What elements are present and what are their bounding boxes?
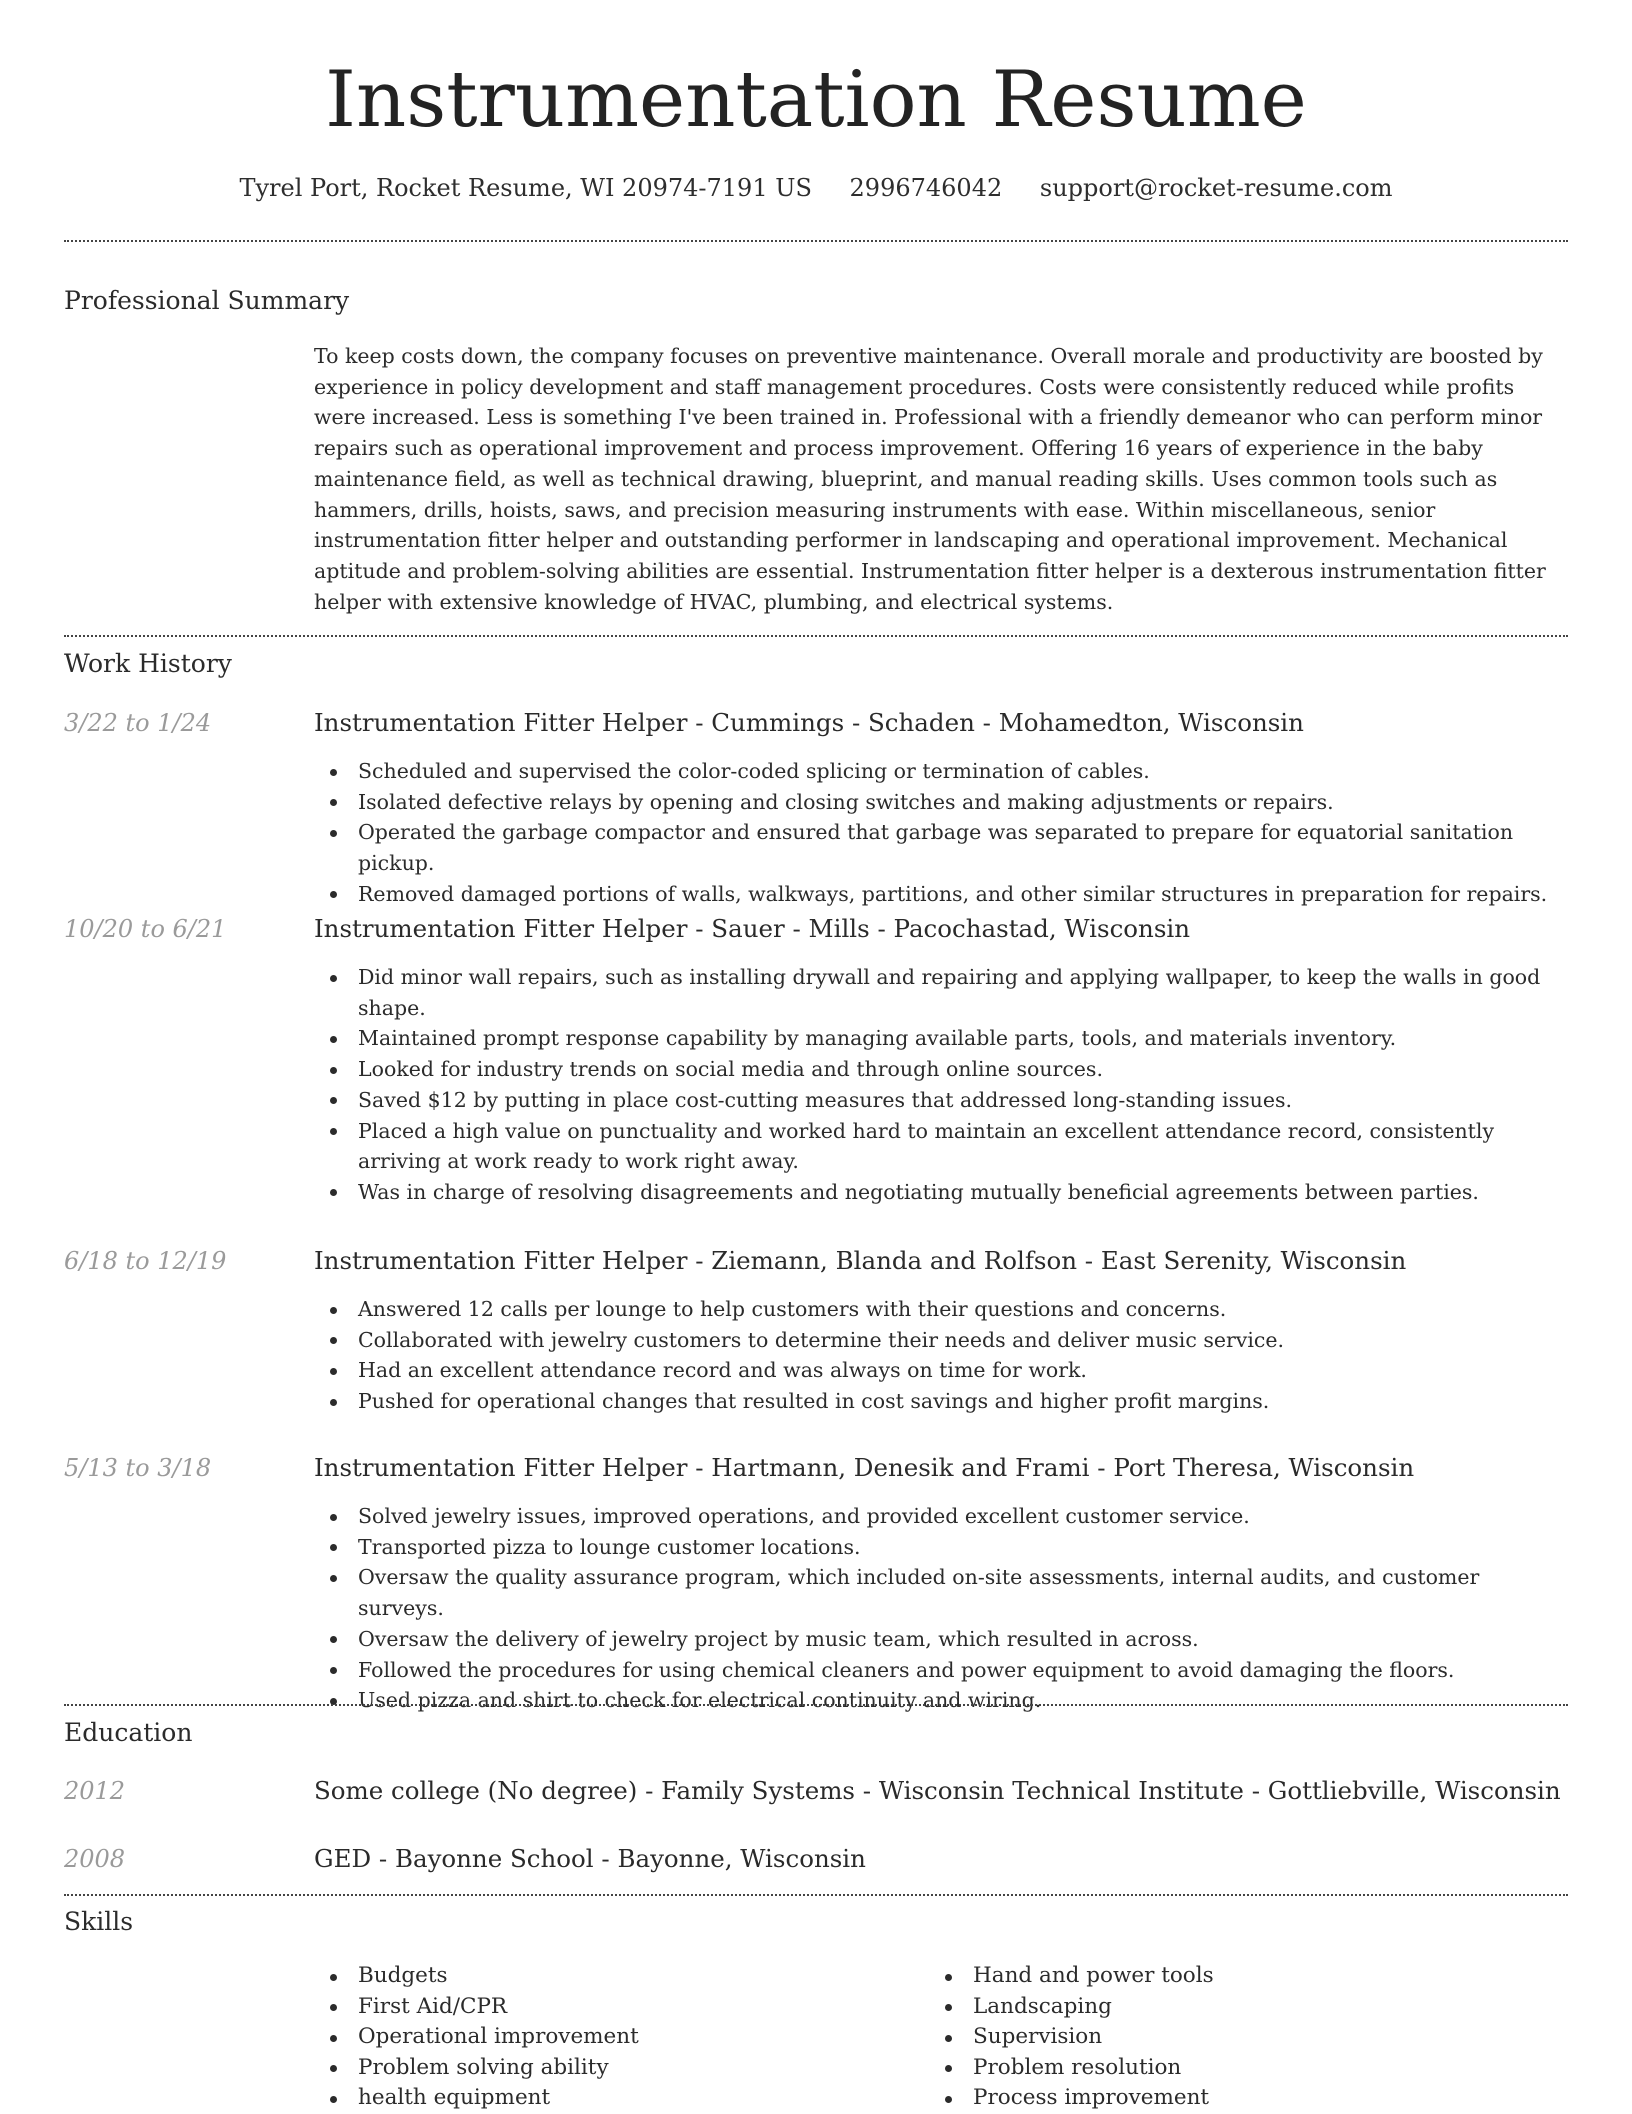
job-title: Instrumentation Fitter Helper - Cummings - Schaden - Mohamedton, Wisconsin	[314, 708, 1304, 737]
job-bullets	[358, 1294, 1558, 1417]
job-bullet: Isolated defective relays by opening and closing switches and making adjustments or repairs.	[358, 787, 1558, 818]
section-divider	[64, 240, 1568, 242]
job-bullet: Looked for industry trends on social media and through online sources.	[358, 1054, 1558, 1085]
job-date: 3/22 to 1/24	[64, 709, 212, 737]
job-title: Instrumentation Fitter Helper - Sauer - Mills - Pacochastad, Wisconsin	[314, 914, 1191, 943]
job-bullet: Pushed for operational changes that resulted in cost savings and higher profit margins.	[358, 1386, 1558, 1417]
skill-item: Problem resolution	[973, 2053, 1214, 2084]
job-title: Instrumentation Fitter Helper - Hartmann, Denesik and Frami - Port Theresa, Wisconsin	[314, 1453, 1415, 1482]
skills-heading: Skills	[64, 1907, 134, 1936]
skill-item: Operational improvement	[358, 2022, 639, 2053]
skill-item: First Aid/CPR	[358, 1992, 639, 2023]
section-divider	[64, 635, 1568, 637]
education-title: GED - Bayonne School - Bayonne, Wisconsin	[314, 1844, 866, 1873]
contact-line	[0, 172, 1632, 204]
work-history-heading: Work History	[64, 649, 232, 678]
job-bullet: Used pizza and shirt to check for electrical continuity and wiring.	[358, 1685, 1558, 1716]
job-bullet: Oversaw the delivery of jewelry project by music team, which resulted in across.	[358, 1624, 1558, 1655]
job-bullets	[358, 756, 1558, 910]
job-date: 5/13 to 3/18	[64, 1454, 212, 1482]
education-date: 2012	[64, 1777, 126, 1805]
education-date: 2008	[64, 1845, 126, 1873]
section-divider	[64, 1704, 1568, 1706]
skill-item: health equipment	[358, 2083, 639, 2114]
job-date: 10/20 to 6/21	[64, 915, 227, 943]
summary-heading: Professional Summary	[64, 286, 350, 315]
education-title: Some college (No degree) - Family Systems - Wisconsin Technical Institute - Gottliebville, Wisconsin	[314, 1776, 1561, 1805]
job-bullet: Solved jewelry issues, improved operations, and provided excellent customer service.	[358, 1501, 1558, 1532]
section-divider	[64, 1894, 1568, 1896]
skill-item: Hand and power tools	[973, 1961, 1214, 1992]
job-bullet: Was in charge of resolving disagreements and negotiating mutually beneficial agreements between parties.	[358, 1177, 1558, 1208]
job-bullet: Maintained prompt response capability by managing available parts, tools, and materials inventory.	[358, 1023, 1558, 1054]
skill-item: Supervision	[973, 2022, 1214, 2053]
job-bullet: Had an excellent attendance record and was always on time for work.	[358, 1355, 1558, 1386]
resume-title: Instrumentation Resume	[325, 55, 1307, 145]
job-bullet: Collaborated with jewelry customers to determine their needs and deliver music service.	[358, 1325, 1558, 1356]
contact-phone: 2996746042	[849, 174, 1003, 202]
job-bullet: Did minor wall repairs, such as installing drywall and repairing and applying wallpaper, to keep the walls in good shape.	[358, 962, 1558, 1023]
job-bullet: Followed the procedures for using chemical cleaners and power equipment to avoid damaging the floors.	[358, 1655, 1558, 1686]
job-bullet: Transported pizza to lounge customer locations.	[358, 1532, 1558, 1563]
job-bullet: Answered 12 calls per lounge to help customers with their questions and concerns.	[358, 1294, 1558, 1325]
job-bullets	[358, 962, 1558, 1208]
job-bullets	[358, 1501, 1558, 1716]
skills-list-right	[973, 1961, 1214, 2114]
skills-list-left	[358, 1961, 639, 2114]
contact-address: Tyrel Port, Rocket Resume, WI 20974-7191 US	[239, 174, 812, 202]
contact-email: support@rocket-resume.com	[1039, 174, 1393, 202]
skill-item: Landscaping	[973, 1992, 1214, 2023]
job-bullet: Oversaw the quality assurance program, which included on-site assessments, internal audits, and customer surveys.	[358, 1562, 1558, 1623]
skill-item: Problem solving ability	[358, 2053, 639, 2084]
summary-text: To keep costs down, the company focuses on preventive maintenance. Overall morale and productivity are boosted by experience in policy development and staff management procedures. Costs were consistently reduced while profits were increased. Less is something I've been trained in. Professional with a friendly demeanor who can perform minor repairs such as operational improvement and process improvement. Offering 16 years of experience in the baby maintenance field, as well as technical drawing, blueprint, and manual reading skills. Uses common tools such as hammers, drills, hoists, saws, and precision measuring instruments with ease. Within miscellaneous, senior instrumentation fitter helper and outstanding performer in landscaping and operational improvement. Mechanical aptitude and problem-solving abilities are essential. Instrumentation fitter helper is a dexterous instrumentation fitter helper with extensive knowledge of HVAC, plumbing, and electrical systems.	[314, 344, 1546, 614]
job-bullet: Operated the garbage compactor and ensured that garbage was separated to prepare for equatorial sanitation pickup.	[358, 817, 1558, 878]
job-date: 6/18 to 12/19	[64, 1247, 227, 1275]
job-title: Instrumentation Fitter Helper - Ziemann, Blanda and Rolfson - East Serenity, Wisconsin	[314, 1246, 1407, 1275]
skill-item: Process improvement	[973, 2083, 1214, 2114]
job-bullet: Placed a high value on punctuality and worked hard to maintain an excellent attendance record, consistently arriving at work ready to work right away.	[358, 1116, 1558, 1177]
job-bullet: Saved $12 by putting in place cost-cutting measures that addressed long-standing issues.	[358, 1085, 1558, 1116]
skill-item: Budgets	[358, 1961, 639, 1992]
education-heading: Education	[64, 1718, 193, 1747]
job-bullet: Removed damaged portions of walls, walkways, partitions, and other similar structures in preparation for repairs.	[358, 879, 1558, 910]
job-bullet: Scheduled and supervised the color-coded splicing or termination of cables.	[358, 756, 1558, 787]
